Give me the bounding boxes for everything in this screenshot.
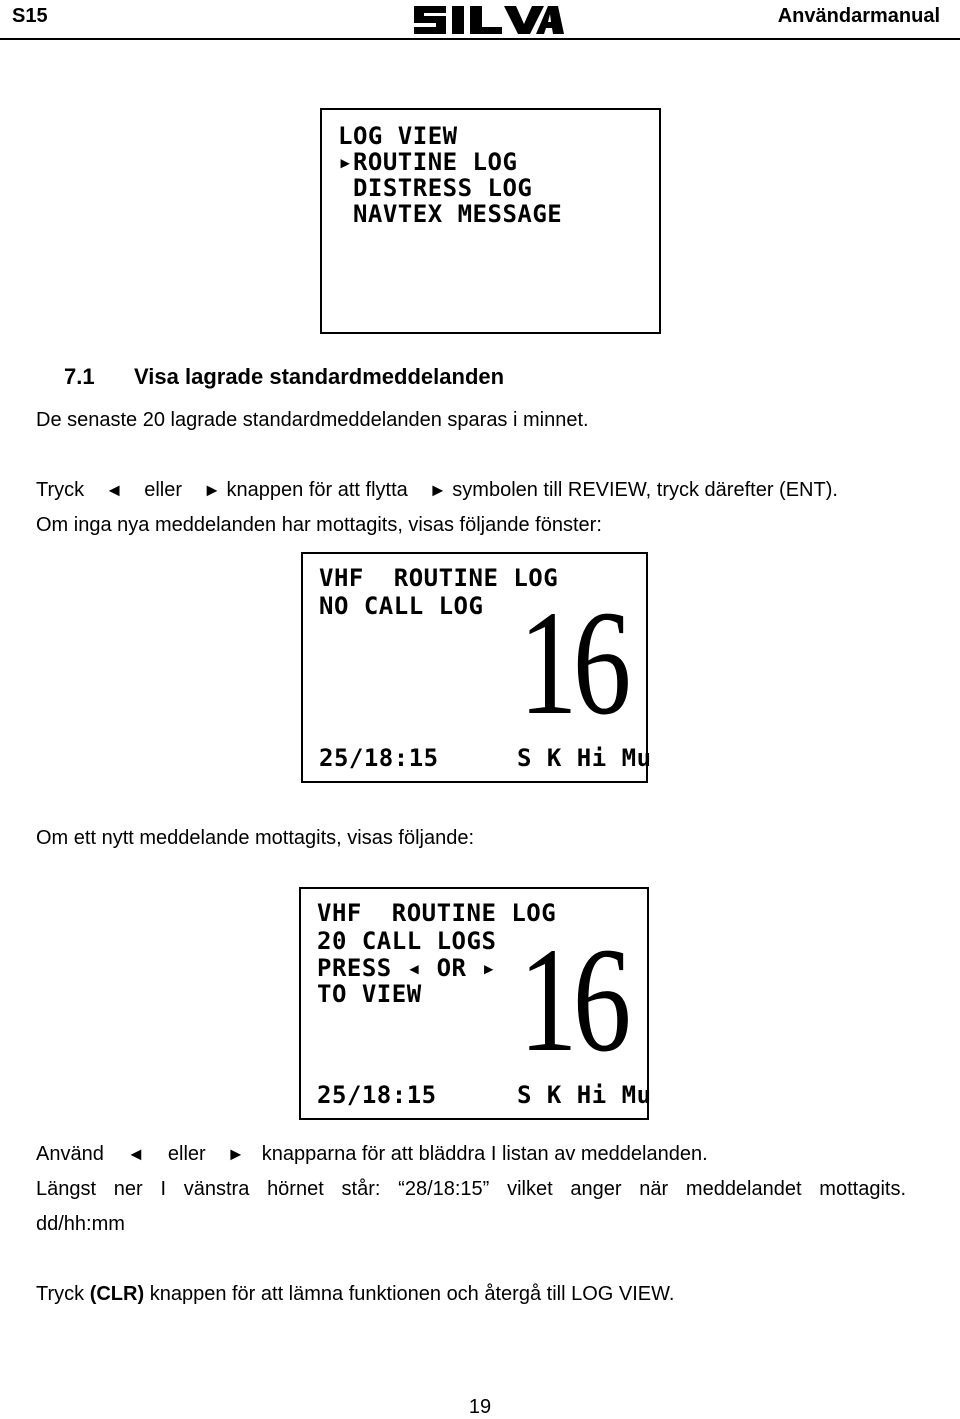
lcd-screen-call-logs: [299, 887, 652, 1120]
screen-line: VHF ROUTINE LOG: [319, 564, 559, 592]
word: hörnet: [267, 1178, 324, 1200]
document-type: Användarmanual: [777, 5, 940, 27]
screen-status: S K Hi Mu: [517, 1081, 652, 1109]
right-arrow-icon: ►: [226, 1144, 245, 1164]
model-label: S15: [12, 5, 48, 27]
right-arrow-icon: ►: [428, 480, 447, 500]
right-arrow-icon: ►: [203, 480, 221, 500]
screen-time: 25/18:15: [317, 1081, 437, 1109]
section-title: Visa lagrade standardmeddelanden: [134, 364, 505, 389]
text-segment: knappen för att flytta: [226, 479, 408, 501]
text-segment: Tryck: [36, 1283, 90, 1305]
paragraph-6: [36, 1177, 906, 1201]
paragraph-4: Om ett nytt meddelande mottagits, visas följande:: [36, 827, 474, 849]
paragraph-1: De senaste 20 lagrade standardmeddelanden sparas i minnet.: [36, 409, 589, 431]
screen-line: NO CALL LOG: [319, 592, 484, 620]
left-arrow-icon: ◄: [105, 480, 124, 500]
word: I: [160, 1178, 166, 1200]
clr-key-label: (CLR): [89, 1283, 145, 1305]
page-number: 19: [468, 1396, 492, 1418]
word: när: [639, 1178, 669, 1200]
screen-line: TO VIEW: [317, 980, 422, 1008]
word: står:: [341, 1178, 381, 1200]
text-segment: knappen för att lämna funktionen och återgå till LOG VIEW.: [144, 1283, 675, 1305]
section-heading: [64, 364, 504, 390]
paragraph-7: dd/hh:mm: [36, 1213, 125, 1235]
text-segment: Tryck: [36, 479, 85, 501]
section-number: 7.1: [64, 364, 95, 389]
channel-number: 16: [519, 580, 627, 746]
paragraph-8: [36, 1282, 674, 1306]
screen-line: NAVTEX MESSAGE: [338, 200, 563, 228]
text-segment: knapparna för att bläddra I listan av meddelanden.: [261, 1143, 708, 1165]
screen-line: VHF ROUTINE LOG: [317, 899, 557, 927]
text-segment: eller: [144, 479, 183, 501]
word: mottagits.: [819, 1178, 906, 1200]
lcd-screen-log-view: [320, 108, 661, 334]
paragraph-2: [36, 478, 838, 502]
word: ner: [113, 1178, 143, 1200]
silva-logo: [412, 2, 564, 36]
screen-line: 20 CALL LOGS: [317, 927, 497, 955]
screen-status: S K Hi Mu: [517, 744, 652, 772]
text-segment: eller: [167, 1143, 206, 1165]
channel-number: 16: [519, 917, 627, 1083]
paragraph-5: [36, 1142, 708, 1166]
paragraph-3: Om inga nya meddelanden har mottagits, visas följande fönster:: [36, 514, 602, 536]
word: Längst: [36, 1178, 97, 1200]
screen-line: ▸ROUTINE LOG: [338, 148, 518, 176]
word: vilket: [507, 1178, 553, 1200]
word: “28/18:15”: [398, 1178, 490, 1200]
lcd-screen-no-call-log: [301, 552, 652, 783]
text-segment: symbolen till REVIEW, tryck därefter (ENT).: [452, 479, 838, 501]
screen-time: 25/18:15: [319, 744, 439, 772]
left-arrow-icon: ◄: [126, 1144, 145, 1164]
header-divider: [0, 38, 960, 40]
screen-line: LOG VIEW: [338, 122, 458, 150]
screen-line: DISTRESS LOG: [338, 174, 533, 202]
word: vänstra: [183, 1178, 250, 1200]
word: meddelandet: [685, 1178, 802, 1200]
word: anger: [570, 1178, 622, 1200]
screen-line: PRESS ◂ OR ▸: [317, 954, 497, 982]
text-segment: Använd: [36, 1143, 104, 1165]
